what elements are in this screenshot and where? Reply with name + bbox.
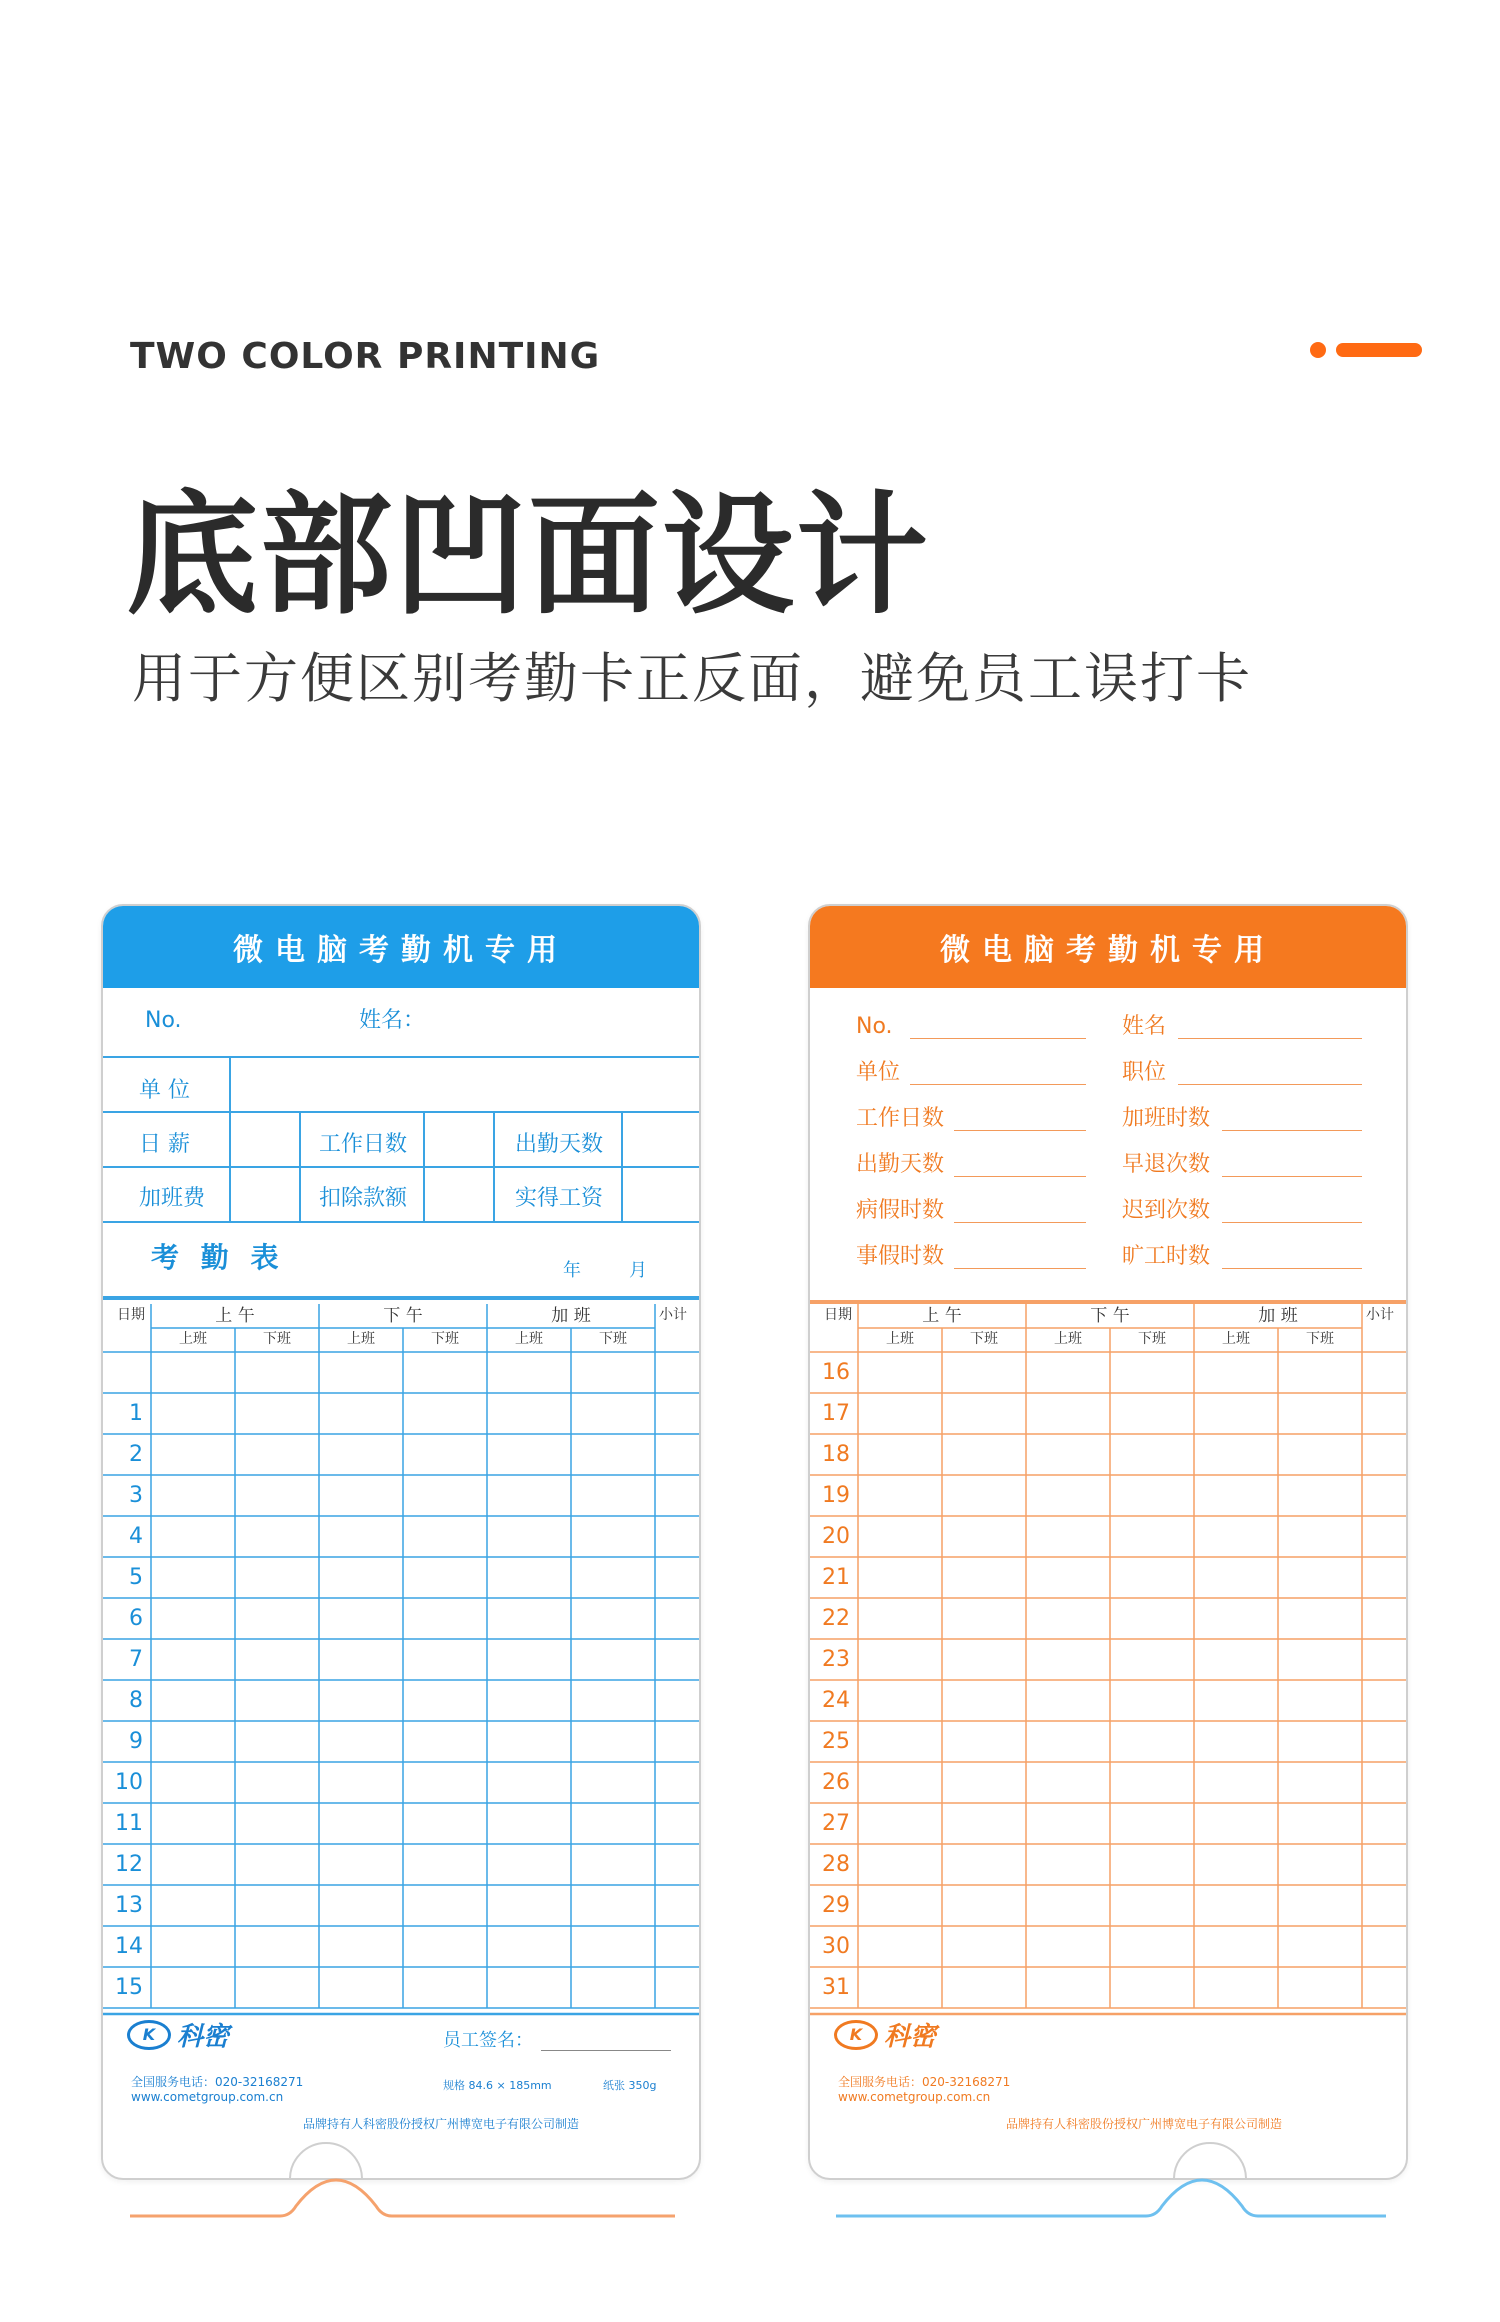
clock-out-header: 下班 bbox=[599, 1331, 627, 1347]
card-title-band bbox=[810, 906, 1406, 988]
signature-line bbox=[541, 2050, 671, 2051]
field-label: 出勤天数 bbox=[856, 1152, 945, 1177]
date-column-header: 日期 bbox=[117, 1307, 145, 1323]
day-number: 9 bbox=[129, 1729, 143, 1754]
accent-bar bbox=[1336, 343, 1422, 357]
field-label: No. bbox=[856, 1014, 893, 1039]
clock-out-header: 下班 bbox=[1306, 1331, 1334, 1347]
subtotal-column-header: 小计 bbox=[659, 1307, 687, 1323]
day-number: 31 bbox=[822, 1975, 850, 2000]
hotline-text: 全国服务电话：020-32168271 bbox=[131, 2075, 304, 2089]
license-text: 品牌持有人科密股份授权广州博宽电子有限公司制造 bbox=[303, 2117, 580, 2131]
website-text: www.cometgroup.com.cn bbox=[838, 2090, 991, 2104]
day-number: 27 bbox=[822, 1811, 850, 1836]
net-pay-label: 实得工资 bbox=[515, 1186, 604, 1211]
spec-text: 规格 84.6 × 185mm bbox=[443, 2079, 552, 2092]
afternoon-column-header: 下 午 bbox=[383, 1306, 423, 1326]
divider bbox=[299, 1111, 301, 1221]
clock-out-header: 下班 bbox=[431, 1331, 459, 1347]
card-title-band bbox=[103, 906, 699, 988]
day-number: 17 bbox=[822, 1401, 850, 1426]
month-label: 月 bbox=[629, 1260, 647, 1281]
field-underline bbox=[1178, 1038, 1362, 1039]
day-number: 16 bbox=[822, 1360, 850, 1385]
day-number: 20 bbox=[822, 1524, 850, 1549]
day-number: 7 bbox=[129, 1647, 143, 1672]
field-label: 病假时数 bbox=[856, 1198, 945, 1223]
subtotal-column-header: 小计 bbox=[1366, 1307, 1394, 1323]
field-underline bbox=[1222, 1268, 1362, 1269]
field-label: 加班时数 bbox=[1122, 1106, 1211, 1131]
field-underline bbox=[954, 1268, 1086, 1269]
attendance-days-label: 出勤天数 bbox=[515, 1132, 604, 1157]
day-number: 5 bbox=[129, 1565, 143, 1590]
deduction-label: 扣除款额 bbox=[319, 1186, 408, 1211]
day-number: 21 bbox=[822, 1565, 850, 1590]
field-underline bbox=[954, 1176, 1086, 1177]
field-underline bbox=[1222, 1222, 1362, 1223]
day-number: 19 bbox=[822, 1483, 850, 1508]
overtime-column-header: 加 班 bbox=[1258, 1306, 1298, 1326]
day-number: 26 bbox=[822, 1770, 850, 1795]
field-label: 职位 bbox=[1122, 1060, 1167, 1085]
work-days-label: 工作日数 bbox=[319, 1132, 408, 1157]
page-headline: 底部凹面设计 bbox=[126, 479, 930, 633]
name-label: 姓名： bbox=[359, 1008, 426, 1033]
divider bbox=[103, 1221, 701, 1223]
daily-wage-label: 日 薪 bbox=[139, 1132, 190, 1157]
clock-out-header: 下班 bbox=[970, 1331, 998, 1347]
field-label: 姓名 bbox=[1122, 1014, 1167, 1039]
field-label: 早退次数 bbox=[1122, 1152, 1211, 1177]
divider bbox=[103, 1056, 701, 1058]
day-number: 15 bbox=[115, 1975, 143, 2000]
day-number: 23 bbox=[822, 1647, 850, 1672]
grid-lines bbox=[810, 1304, 1408, 2022]
afternoon-column-header: 下 午 bbox=[1090, 1306, 1130, 1326]
day-number: 6 bbox=[129, 1606, 143, 1631]
field-underline bbox=[1222, 1130, 1362, 1131]
signature-label: 员工签名： bbox=[443, 2030, 533, 2051]
comet-logo-icon: K bbox=[834, 2020, 878, 2050]
day-number: 24 bbox=[822, 1688, 850, 1713]
card-title: 微电脑考勤机专用 bbox=[233, 933, 569, 968]
sheet-title: 考 勤 表 bbox=[151, 1241, 285, 1274]
day-number: 10 bbox=[115, 1770, 143, 1795]
day-number: 11 bbox=[115, 1811, 143, 1836]
clock-in-header: 上班 bbox=[515, 1331, 543, 1347]
attendance-card-orange bbox=[808, 904, 1408, 2180]
divider bbox=[493, 1111, 495, 1221]
field-underline bbox=[954, 1130, 1086, 1131]
day-number: 8 bbox=[129, 1688, 143, 1713]
divider bbox=[103, 1166, 701, 1168]
clock-in-header: 上班 bbox=[347, 1331, 375, 1347]
section-kicker: TWO COLOR PRINTING bbox=[130, 336, 601, 377]
field-label: 工作日数 bbox=[856, 1106, 945, 1131]
no-label: No. bbox=[145, 1008, 182, 1033]
attendance-card-blue bbox=[101, 904, 701, 2180]
clock-in-header: 上班 bbox=[179, 1331, 207, 1347]
date-column-header: 日期 bbox=[824, 1307, 852, 1323]
attendance-grid bbox=[810, 1304, 1408, 2022]
divider bbox=[621, 1111, 623, 1221]
field-underline bbox=[954, 1222, 1086, 1223]
morning-column-header: 上 午 bbox=[215, 1306, 255, 1326]
day-number: 22 bbox=[822, 1606, 850, 1631]
overtime-pay-label: 加班费 bbox=[139, 1186, 206, 1211]
attendance-grid bbox=[103, 1304, 701, 2022]
grid-lines bbox=[103, 1304, 701, 2022]
baseline-decoration-blue bbox=[836, 2170, 1396, 2230]
field-underline bbox=[910, 1084, 1086, 1085]
day-number: 30 bbox=[822, 1934, 850, 1959]
clock-in-header: 上班 bbox=[1222, 1331, 1250, 1347]
day-number: 18 bbox=[822, 1442, 850, 1467]
overtime-column-header: 加 班 bbox=[551, 1306, 591, 1326]
baseline-decoration-orange bbox=[130, 2170, 690, 2230]
day-number: 13 bbox=[115, 1893, 143, 1918]
clock-in-header: 上班 bbox=[886, 1331, 914, 1347]
clock-in-header: 上班 bbox=[1054, 1331, 1082, 1347]
day-number: 2 bbox=[129, 1442, 143, 1467]
field-underline bbox=[1178, 1084, 1362, 1085]
field-label: 旷工时数 bbox=[1122, 1244, 1211, 1269]
day-number: 1 bbox=[129, 1401, 143, 1426]
divider bbox=[229, 1056, 231, 1221]
accent-dot bbox=[1310, 342, 1326, 358]
field-label: 迟到次数 bbox=[1122, 1198, 1211, 1223]
divider bbox=[103, 1111, 701, 1113]
field-underline bbox=[1222, 1176, 1362, 1177]
day-number: 12 bbox=[115, 1852, 143, 1877]
brand-name: 科密 bbox=[177, 2022, 230, 2052]
field-label: 事假时数 bbox=[856, 1244, 945, 1269]
field-label: 单位 bbox=[856, 1060, 901, 1085]
brand-logo bbox=[834, 2016, 936, 2053]
day-number: 3 bbox=[129, 1483, 143, 1508]
website-text: www.cometgroup.com.cn bbox=[131, 2090, 284, 2104]
day-number: 29 bbox=[822, 1893, 850, 1918]
hotline-text: 全国服务电话：020-32168271 bbox=[838, 2075, 1011, 2089]
card-title: 微电脑考勤机专用 bbox=[940, 933, 1276, 968]
clock-out-header: 下班 bbox=[263, 1331, 291, 1347]
brand-name: 科密 bbox=[884, 2022, 937, 2052]
license-text: 品牌持有人科密股份授权广州博宽电子有限公司制造 bbox=[1006, 2117, 1283, 2131]
day-number: 14 bbox=[115, 1934, 143, 1959]
morning-column-header: 上 午 bbox=[922, 1306, 962, 1326]
comet-logo-icon: K bbox=[127, 2020, 171, 2050]
unit-label: 单 位 bbox=[139, 1078, 190, 1103]
divider bbox=[423, 1111, 425, 1221]
clock-out-header: 下班 bbox=[1138, 1331, 1166, 1347]
day-number: 4 bbox=[129, 1524, 143, 1549]
field-underline bbox=[910, 1038, 1086, 1039]
divider bbox=[103, 1296, 701, 1300]
brand-logo bbox=[127, 2016, 229, 2053]
year-label: 年 bbox=[563, 1260, 581, 1281]
paper-text: 纸张 350g bbox=[603, 2079, 657, 2092]
day-number: 28 bbox=[822, 1852, 850, 1877]
day-number: 25 bbox=[822, 1729, 850, 1754]
page-subheadline: 用于方便区别考勤卡正反面，避免员工误打卡 bbox=[132, 647, 1252, 710]
